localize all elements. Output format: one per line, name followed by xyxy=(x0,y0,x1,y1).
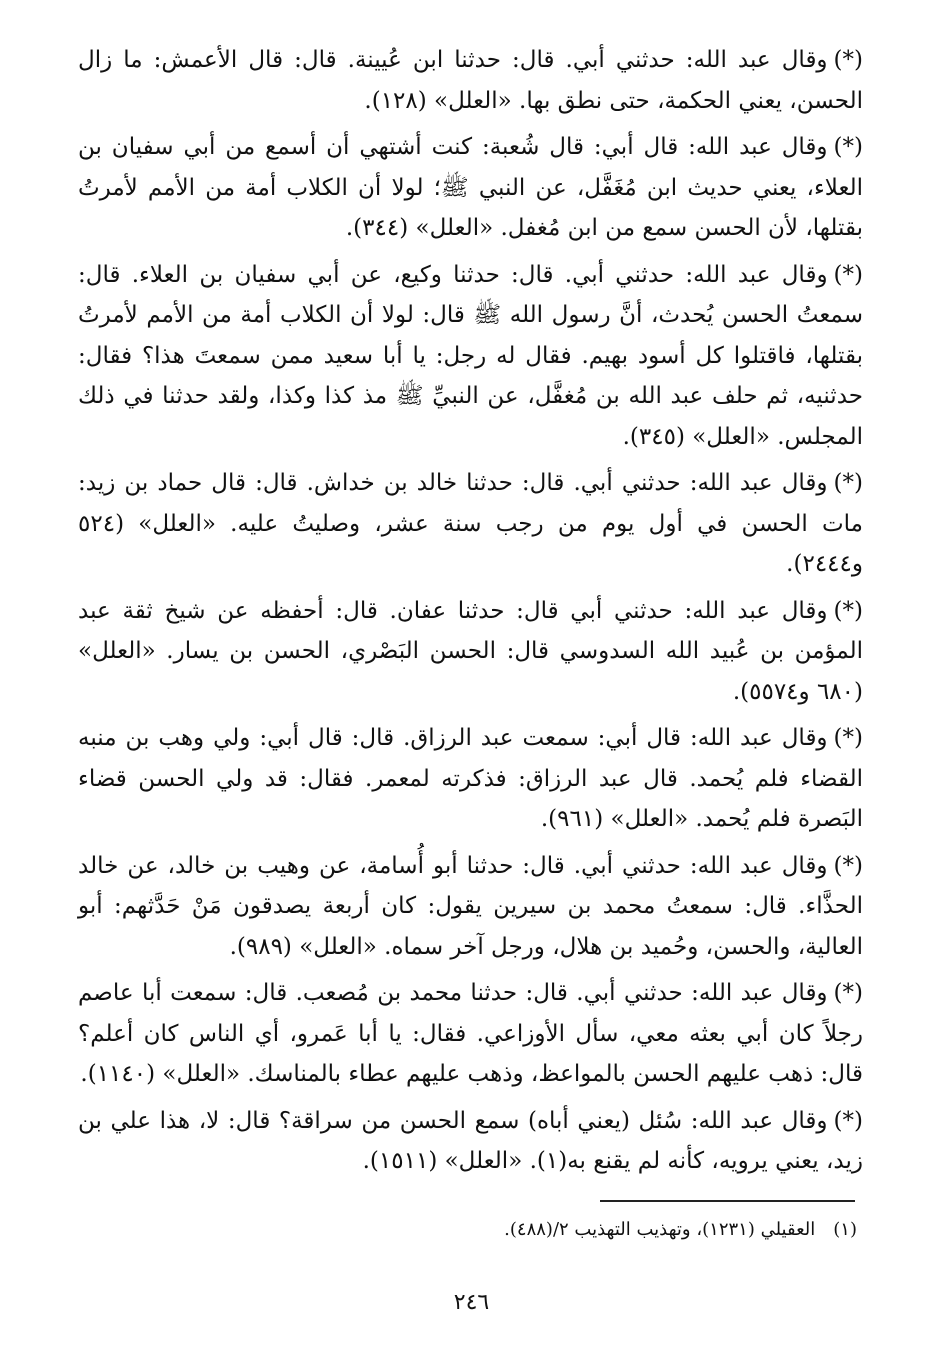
paragraph xyxy=(78,1101,863,1182)
entry-marker: (*) xyxy=(833,852,863,879)
entry-marker: (*) xyxy=(833,980,863,1006)
entry-marker: (*) xyxy=(833,1107,863,1134)
page-number: ٢٤٦ xyxy=(453,1290,490,1315)
paragraph xyxy=(78,255,863,458)
paragraph xyxy=(78,40,863,121)
paragraph-text: وقال عبد الله: حدثني أبي. قال: حدثنا خالد بن خداش. قال: قال حماد بن زيد: مات الحسن في أول يوم من رجب سنة عشر، وصليتُ عليه. «العلل» (٥٢٤ و٢٤٤٤). xyxy=(78,470,863,577)
entry-marker: (*) xyxy=(833,470,863,496)
footnote-text: العقيلي (١٢٣١)، وتهذيب التهذيب ٢/(٤٨٨). xyxy=(504,1219,816,1240)
paragraph-text: وقال عبد الله: حدثني أبي. قال: حدثنا أبو أُسامة، عن وهيب بن خالد، عن خالد الحذَّاء. قال: سمعتُ محمد بن سيرين يقول: كان أربعة يصدقون مَنْ حَدَّثهم: أبو العالية، والحسن، وحُميد بن هلال، ورجل آخر سماه. «العلل» (٩٨٩). xyxy=(78,852,863,960)
paragraph-text: وقال عبد الله: سُئل (يعني أباه) سمع الحسن من سراقة؟ قال: لا، هذا علي بن زيد، يعني يرويه، كأنه لم يقنع به(١). «العلل» (١٥١١). xyxy=(78,1107,863,1174)
paragraph xyxy=(78,591,863,713)
footnote xyxy=(504,1216,857,1244)
entry-marker: (*) xyxy=(833,47,863,73)
entry-marker: (*) xyxy=(833,134,863,160)
paragraph-text: وقال عبد الله: حدثني أبي. قال: حدثنا وكيع، عن أبي سفيان بن العلاء. قال: سمعتُ الحسن يُحدث، أنَّ رسول الله ﷺ قال: لولا أن الكلاب أمة من الأمم لأمرتُ بقتلها، فاقتلوا كل أسود بهيم. فقال له رجل: يا أبا سعيد ممن سمعتَ هذا؟ فقال: حدثنيه، ثم حلف عبد الله بن مُغفَّل، عن النبيِّ ﷺ مذ كذا وكذا، ولقد حدثنا في ذلك المجلس. «العلل» (٣٤٥). xyxy=(78,261,863,450)
paragraph xyxy=(78,973,863,1095)
paragraph xyxy=(78,846,863,968)
paragraph-text: وقال عبد الله: قال أبي: سمعت عبد الرزاق. قال: قال أبي: ولي وهب بن منبه القضاء فلم يُحمد. قال عبد الرزاق: فذكرته لمعمر. فقال: قد ولي الحسن قضاء البَصرة فلم يُحمد. «العلل» (٩٦١). xyxy=(78,725,863,832)
paragraph-text: وقال عبد الله: قال أبي: قال شُعبة: كنت أشتهي أن أسمع من أبي سفيان بن العلاء، يعني حديث ابن مُغَفَّل، عن النبي ﷺ؛ لولا أن الكلاب أمة من الأمم لأمرتُ بقتلها، لأن الحسن سمع من ابن مُغفل. «العلل» (٣٤٤). xyxy=(78,134,863,241)
main-text xyxy=(78,40,863,1182)
paragraph-text: وقال عبد الله: حدثني أبي. قال: حدثنا ابن عُيينة. قال: قال الأعمش: ما زال الحسن، يعني الحكمة، حتى نطق بها. «العلل» (١٢٨). xyxy=(78,47,863,114)
entry-marker: (*) xyxy=(833,725,863,751)
paragraph xyxy=(78,127,863,249)
footnote-number: (١) xyxy=(833,1219,857,1240)
entry-marker: (*) xyxy=(833,261,863,288)
paragraph xyxy=(78,463,863,585)
footnote-separator xyxy=(600,1200,855,1202)
paragraph-text: وقال عبد الله: حدثني أبي. قال: حدثنا محمد بن مُصعب. قال: سمعت أبا عاصم رجلاً كان أبي بعثه معي، سأل الأوزاعي. فقال: يا أبا عَمرو، أي الناس كان أعلم؟ قال: ذهب عليهم الحسن بالمواعظ، وذهب عليهم عطاء بالمناسك. «العلل» (١١٤٠). xyxy=(78,980,864,1087)
entry-marker: (*) xyxy=(833,597,863,624)
paragraph-text: وقال عبد الله: حدثني أبي قال: حدثنا عفان. قال: أحفظه عن شيخ ثقة عبد المؤمن بن عُبيد الله السدوسي قال: الحسن البَصْري، الحسن بن يسار. «العلل» (٦٨٠ و٥٥٧٤). xyxy=(78,597,863,705)
paragraph xyxy=(78,718,863,840)
